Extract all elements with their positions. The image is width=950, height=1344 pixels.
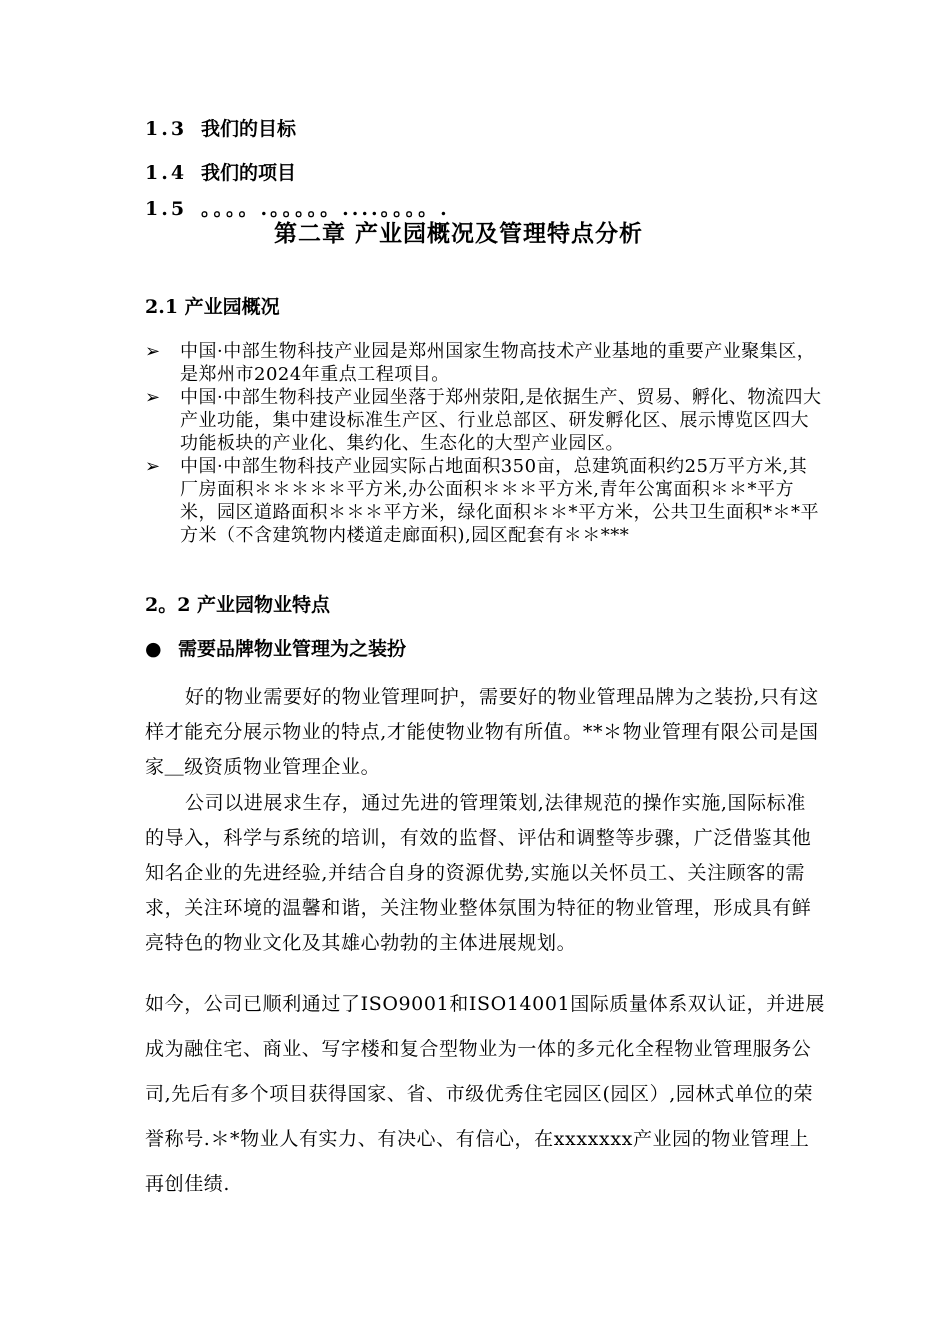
bullet-list	[145, 340, 825, 547]
bullet-item	[145, 455, 825, 547]
sub-heading	[145, 634, 406, 661]
section-heading-2-1: 2.1 产业园概况	[145, 296, 280, 318]
arrow-bullet-icon: ➢	[145, 387, 161, 408]
paragraph: 好的物业需要好的物业管理呵护，需要好的物业管理品牌为之装扮,只有这样才能充分展示物业的特点,才能使物业物有所值。**＊物业管理有限公司是国家＿级资质物业管理企业。	[145, 686, 819, 778]
arrow-bullet-icon: ➢	[145, 341, 161, 362]
paragraph: 公司以进展求生存，通过先进的管理策划,法律规范的操作实施,国际标准的导入，科学与系统的培训，有效的监督、评估和调整等步骤，广泛借鉴其他知名企业的先进经验,并结合自身的资源优势,实施以关怀员工、关注顾客的需求，关注环境的温馨和谐，关注物业整体氛围为特征的物业管理，形成具有鲜亮特色的物业文化及其雄心勃勃的主体进展规划。	[145, 792, 812, 954]
toc-title: 。。。。.。。。。。....。。。。.	[201, 198, 450, 220]
toc-entry-1-3	[145, 114, 296, 141]
chapter-title: 第二章 产业园概况及管理特点分析	[274, 220, 644, 247]
toc-title: 我们的目标	[201, 118, 297, 140]
toc-number: 1.5	[145, 198, 188, 220]
toc-entry-1-4	[145, 158, 296, 185]
toc-title: 我们的项目	[201, 162, 297, 184]
paragraph: 如今，公司已顺利通过了ISO9001和ISO14001国际质量体系双认证，并进展成为融住宅、商业、写字楼和复合型物业为一体的多元化全程物业管理服务公司,先后有多个项目获得国家、省、市级优秀住宅园区(园区）,园林式单位的荣誉称号.＊*物业人有实力、有决心、有信心，在xxxxxxx产业园的物业管理上再创佳绩.	[145, 993, 825, 1195]
toc-number: 1.4	[145, 162, 188, 184]
bullet-text: 中国·中部生物科技产业园坐落于郑州荥阳,是依据生产、贸易、孵化、物流四大产业功能，集中建设标准生产区、行业总部区、研发孵化区、展示博览区四大功能板块的产业化、集约化、生态化的大型产业园区。	[180, 387, 822, 454]
section-heading-2-2: 2。2 产业园物业特点	[145, 594, 331, 616]
bullet-item	[145, 340, 825, 386]
sub-heading-text: 需要品牌物业管理为之装扮	[178, 638, 407, 660]
bullet-text: 中国·中部生物科技产业园是郑州国家生物高技术产业基地的重要产业聚集区，是郑州市2024年重点工程项目。	[180, 341, 816, 385]
bullet-item	[145, 386, 825, 455]
arrow-bullet-icon: ➢	[145, 456, 161, 477]
filled-circle-icon: ●	[145, 638, 162, 660]
bullet-text: 中国·中部生物科技产业园实际占地面积350亩，总建筑面积约25万平方米,其厂房面积＊＊＊＊＊平方米,办公面积＊＊＊平方米,青年公寓面积＊＊*平方米，园区道路面积＊＊＊平方米，绿化面积＊＊*平方米，公共卫生面积*＊*平方米（不含建筑物内楼道走廊面积),园区配套有＊＊***	[180, 456, 819, 546]
toc-number: 1.3	[145, 118, 188, 140]
